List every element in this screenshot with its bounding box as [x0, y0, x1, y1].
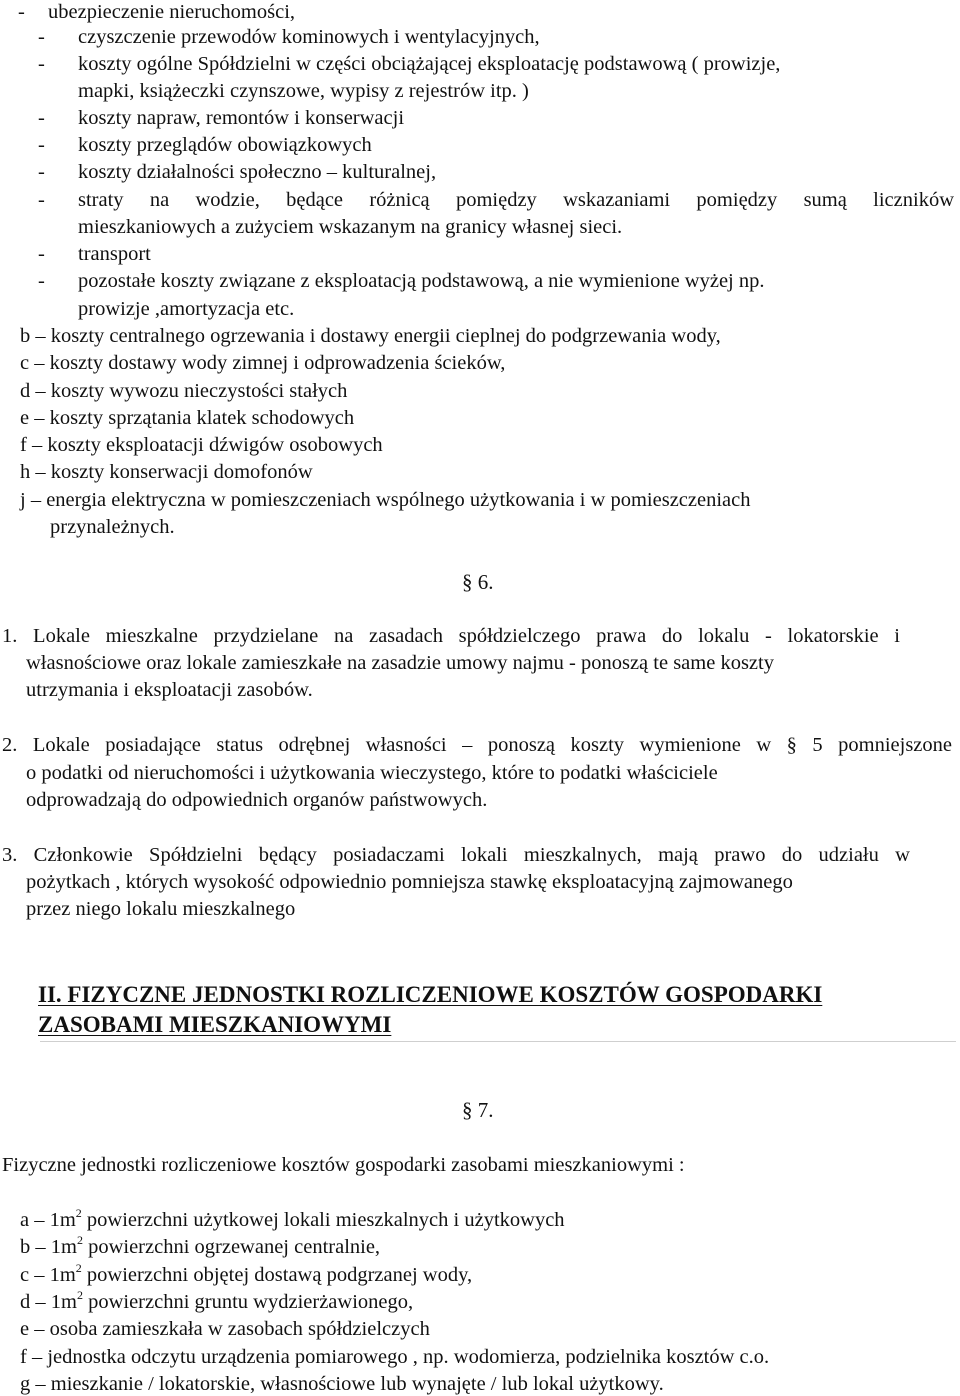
list-item: d – koszty wywozu nieczystości stałych — [20, 380, 348, 402]
list-item: przynależnych. — [50, 516, 175, 538]
paragraph-line: pożytkach , których wysokość odpowiednio pomniejsza stawkę eksploatacyjną zajmowanego — [26, 871, 793, 893]
list-item: f – jednostka odczytu urządzenia pomiarowego , np. wodomierza, podzielnika kosztów c.o. — [20, 1346, 770, 1368]
dash-marker: - — [38, 243, 45, 265]
list-item — [20, 1263, 472, 1287]
paragraph-line: utrzymania i eksploatacji zasobów. — [26, 679, 313, 701]
dash-marker: - — [38, 270, 45, 292]
heading-line: II. FIZYCZNE JEDNOSTKI ROZLICZENIOWE KOSZTÓW GOSPODARKI — [38, 982, 823, 1007]
section-number: § 6. — [462, 570, 494, 594]
list-item: e – osoba zamieszkała w zasobach spółdzielczych — [20, 1318, 430, 1340]
dash-marker: - — [38, 189, 45, 211]
dash-marker: - — [38, 107, 45, 129]
paragraph-line: własnościowe oraz lokale zamieszkałe na zasadzie umowy najmu - ponoszą te same koszty — [26, 652, 774, 674]
list-item: prowizje ,amortyzacja etc. — [78, 298, 295, 320]
list-item: koszty ogólne Spółdzielni w części obciążającej eksploatację podstawową ( prowizje, — [78, 53, 781, 75]
list-item: mapki, książeczki czynszowe, wypisy z rejestrów itp. ) — [78, 80, 529, 102]
paragraph-line: przez niego lokalu mieszkalnego — [26, 898, 296, 920]
list-item: koszty napraw, remontów i konserwacji — [78, 107, 405, 129]
units-intro: Fizyczne jednostki rozliczeniowe kosztów gospodarki zasobami mieszkaniowymi : — [2, 1154, 685, 1176]
list-item — [20, 1290, 413, 1314]
unit-desc: powierzchni ogrzewanej centralnie, — [82, 1236, 381, 1258]
list-item: e – koszty sprzątania klatek schodowych — [20, 407, 355, 429]
paragraph-line: 1. Lokale mieszkalne przydzielane na zasadach spółdzielczego prawa do lokalu - lokatorskie i — [2, 625, 900, 647]
heading-line: ZASOBAMI MIESZKANIOWYMI — [38, 1012, 392, 1037]
list-item: mieszkaniowych a zużyciem wskazanym na granicy własnej sieci. — [78, 216, 623, 238]
paragraph-line: o podatki od nieruchomości i użytkowania wieczystego, które to podatki właściciele — [26, 762, 718, 784]
paragraph-line: 3. Członkowie Spółdzielni będący posiadaczami lokali mieszkalnych, mają prawo do udziału w — [2, 844, 910, 866]
list-item: g – mieszkanie / lokatorskie, własnościowe lub wynajęte / lub lokal użytkowy. — [20, 1373, 664, 1395]
unit-label: c – 1m — [20, 1264, 76, 1286]
dash-marker: - — [38, 53, 45, 75]
list-item: f – koszty eksploatacji dźwigów osobowych — [20, 434, 383, 456]
list-item: koszty przeglądów obowiązkowych — [78, 134, 372, 156]
unit-label: b – 1m — [20, 1236, 77, 1258]
superscript: 2 — [75, 1261, 82, 1275]
superscript: 2 — [75, 1206, 82, 1220]
superscript: 2 — [76, 1233, 83, 1247]
divider — [40, 1041, 956, 1042]
list-item: pozostałe koszty związane z eksploatacją podstawową, a nie wymienione wyżej np. — [78, 270, 765, 292]
list-item: czyszczenie przewodów kominowych i wentylacyjnych, — [78, 26, 540, 48]
list-item: c – koszty dostawy wody zimnej i odprowadzenia ścieków, — [20, 352, 506, 374]
list-item: ubezpieczenie nieruchomości, — [48, 1, 296, 23]
paragraph-line: 2. Lokale posiadające status odrębnej własności – ponoszą koszty wymienione w § 5 pomniejszone — [2, 734, 952, 756]
list-item: transport — [78, 243, 151, 265]
list-item: b – koszty centralnego ogrzewania i dostawy energii cieplnej do podgrzewania wody, — [20, 325, 721, 347]
list-item: koszty działalności społeczno – kulturalnej, — [78, 161, 437, 183]
list-item: h – koszty konserwacji domofonów — [20, 461, 313, 483]
list-item — [20, 1235, 380, 1259]
unit-label: a – 1m — [20, 1209, 76, 1231]
dash-marker: - — [18, 1, 25, 23]
unit-desc: powierzchni użytkowej lokali mieszkalnych i użytkowych — [81, 1209, 565, 1231]
dash-marker: - — [38, 26, 45, 48]
list-item: straty na wodzie, będące różnicą pomiędzy wskazaniami pomiędzy sumą liczników — [78, 189, 954, 211]
unit-desc: powierzchni gruntu wydzierżawionego, — [82, 1291, 414, 1313]
list-item — [20, 1208, 565, 1232]
section-number: § 7. — [462, 1098, 494, 1122]
list-item: j – energia elektryczna w pomieszczeniach wspólnego użytkowania i w pomieszczeniach — [20, 489, 751, 511]
unit-label: d – 1m — [20, 1291, 77, 1313]
dash-marker: - — [38, 134, 45, 156]
dash-marker: - — [38, 161, 45, 183]
unit-desc: powierzchni objętej dostawą podgrzanej wody, — [81, 1264, 473, 1286]
paragraph-line: odprowadzają do odpowiednich organów państwowych. — [26, 789, 488, 811]
superscript: 2 — [76, 1288, 83, 1302]
